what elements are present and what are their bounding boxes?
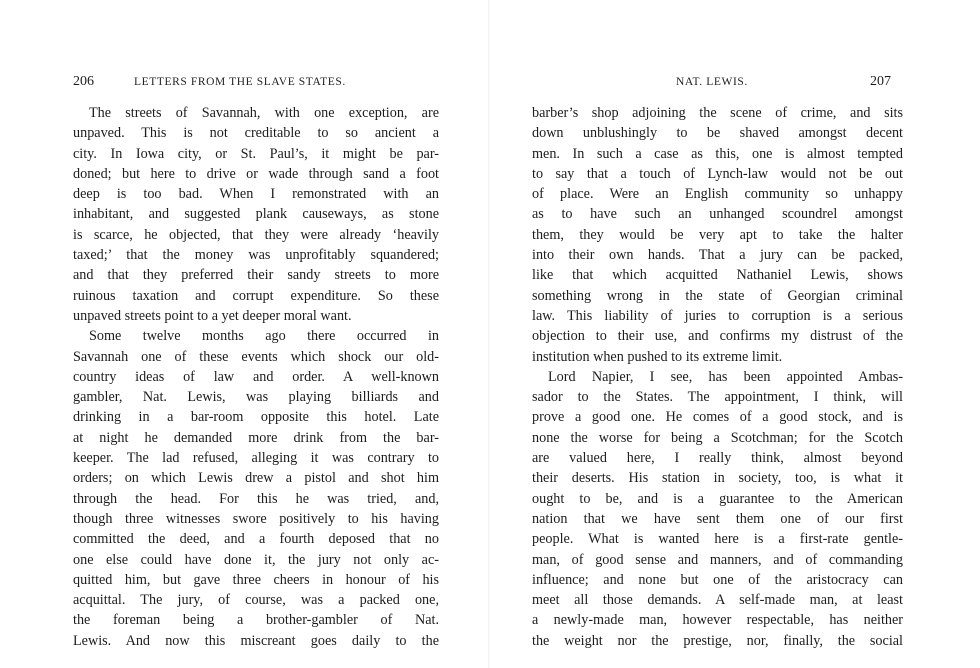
text-line: Savannah one of these events which shock our old- xyxy=(73,348,439,365)
running-head-right: NAT. LEWIS. xyxy=(676,76,748,88)
text-line: at night he demanded more drink from the bar- xyxy=(73,429,439,446)
running-head-left: LETTERS FROM THE SLAVE STATES. xyxy=(134,76,346,88)
text-line: people. What is wanted here is a first-rate gentle- xyxy=(532,531,903,548)
right-page xyxy=(490,0,980,668)
text-line: unpaved streets point to a yet deeper moral want. xyxy=(73,307,352,324)
page-number-right: 207 xyxy=(870,74,891,89)
text-line: institution when pushed to its extreme limit. xyxy=(532,348,783,365)
text-line: man, of good sense and manners, and of commanding xyxy=(532,551,903,568)
text-line: The streets of Savannah, with one exception, are xyxy=(89,105,439,121)
text-line: though three witnesses swore positively to his having xyxy=(73,510,439,527)
text-line: down unblushingly to be shaved amongst decent xyxy=(532,125,903,142)
text-line: meet all those demands. A self-made man, at least xyxy=(532,592,903,609)
text-line: quitted him, but gave three cheers in honour of his xyxy=(73,571,439,588)
text-line: barber’s shop adjoining the scene of crime, and sits xyxy=(532,105,903,121)
text-line: men. In such a case as this, one is almost tempted xyxy=(532,145,903,162)
text-line: nation that we have sent them one of our first xyxy=(532,510,903,527)
text-line: country ideas of law and order. A well-known xyxy=(73,368,439,385)
text-line: to say that a touch of Lynch-law would not be out xyxy=(532,165,903,182)
text-line: taxed;’ that the money was unprofitably squandered; xyxy=(73,247,439,264)
text-line: their deserts. His station in society, too, is what it xyxy=(532,470,903,487)
text-line: doned; but here to drive or wade through sand a foot xyxy=(73,165,439,182)
text-line: keeper. The lad refused, alleging it was contrary to xyxy=(73,450,439,467)
text-line: committed the deed, and a fourth deposed that no xyxy=(73,531,439,548)
text-line: ruinous taxation and corrupt expenditure. So these xyxy=(73,287,439,304)
text-line: are valued here, I really think, almost beyond xyxy=(532,450,903,467)
text-line: prove a good one. He comes of a good stock, and is xyxy=(532,409,903,426)
text-line: like that which acquitted Nathaniel Lewis, shows xyxy=(532,267,903,284)
right-page-text xyxy=(532,103,903,651)
text-line: orders; on which Lewis drew a pistol and shot him xyxy=(73,470,439,487)
text-line: one else could have done it, the jury not only ac- xyxy=(73,551,439,568)
text-line: sador to the States. The appointment, I think, will xyxy=(532,389,903,406)
text-line: gambler, Nat. Lewis, was playing billiards and xyxy=(73,389,439,406)
left-page xyxy=(0,0,488,668)
text-line: city. In Iowa city, or St. Paul’s, it might be par- xyxy=(73,145,439,162)
text-line: of place. Were an English community so unhappy xyxy=(532,186,903,203)
page-number-left: 206 xyxy=(73,74,94,89)
text-line: a newly-made man, however respectable, has neither xyxy=(532,612,903,629)
text-line: inhabitant, and suggested plank causeways, as stone xyxy=(73,206,439,223)
text-line: is scarce, he objected, that they were already ‘heavily xyxy=(73,226,439,243)
text-line: them, they would be very apt to take the halter xyxy=(532,226,903,243)
text-line: into their own hands. That a jury can be packed, xyxy=(532,247,903,264)
text-line: Some twelve months ago there occurred in xyxy=(89,328,439,345)
left-page-text xyxy=(73,103,439,651)
text-line: the weight nor the prestige, nor, finally, the social xyxy=(532,632,903,649)
text-line: none the worse for being a Scotchman; for the Scotch xyxy=(532,429,903,446)
text-line: as to have such an unhanged scoundrel amongst xyxy=(532,206,903,223)
text-line: deep is too bad. When I remonstrated with an xyxy=(73,186,439,203)
text-line: the foreman being a brother-gambler of Nat. xyxy=(73,612,439,629)
text-line: objection to their use, and confirms my distrust of the xyxy=(532,328,903,345)
text-line: something wrong in the state of Georgian criminal xyxy=(532,287,903,304)
text-line: through the head. For this he was tried, and, xyxy=(73,490,439,507)
text-line: and that they preferred their sandy streets to more xyxy=(73,267,439,284)
text-line: Lewis. And now this miscreant goes daily to the xyxy=(73,632,439,649)
text-line: Lord Napier, I see, has been appointed Ambas- xyxy=(548,368,903,385)
text-line: influence; and none but one of the aristocracy can xyxy=(532,571,903,588)
text-line: ought to be, and is a guarantee to the American xyxy=(532,490,903,507)
text-line: drinking in a bar-room opposite this hotel. Late xyxy=(73,409,439,426)
text-line: unpaved. This is not creditable to so ancient a xyxy=(73,125,439,142)
text-line: law. This liability of juries to corruption is a serious xyxy=(532,307,903,324)
text-line: acquittal. The jury, of course, was a packed one, xyxy=(73,592,439,609)
